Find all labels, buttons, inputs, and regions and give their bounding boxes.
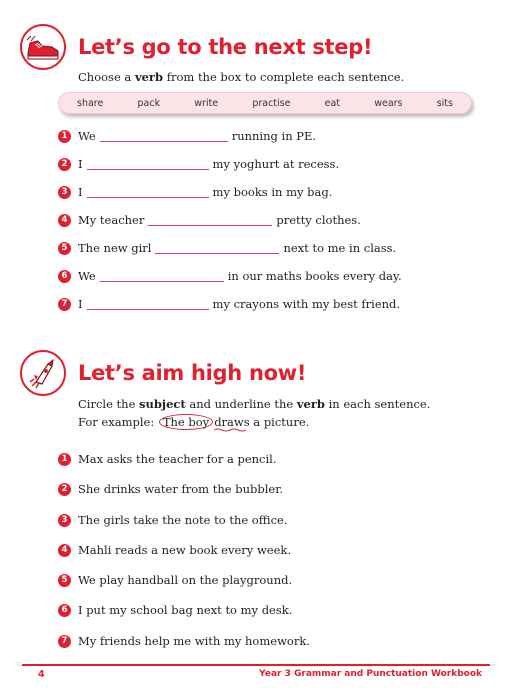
word-box-item: pack: [137, 97, 161, 109]
section2-instruction: Circle the subject and underline the verb in each sentence.: [78, 397, 431, 411]
footer-rule: [22, 664, 490, 666]
section1-instruction: Choose a verb from the box to complete each sentence.: [78, 70, 405, 84]
answer-blank[interactable]: [87, 186, 209, 198]
example-line: For example: The boy draws a picture.: [78, 415, 310, 429]
fill-sentence-2: 2 I my yoghurt at recess.: [58, 157, 339, 171]
circle-sentence-5: 5 We play handball on the playground.: [58, 573, 292, 587]
fill-sentence-7: 7 I my crayons with my best friend.: [58, 297, 400, 311]
page-number: 4: [38, 669, 45, 680]
verb-word-box: [58, 92, 472, 114]
answer-blank[interactable]: [87, 298, 209, 310]
question-number: 7: [58, 298, 71, 311]
fill-sentence-1: 1 We running in PE.: [58, 129, 316, 143]
answer-blank[interactable]: [100, 130, 228, 142]
question-number: 6: [58, 270, 71, 283]
question-number: 7: [58, 635, 71, 648]
fill-sentence-4: 4 My teacher pretty clothes.: [58, 213, 361, 227]
fill-sentence-5: 5 The new girl next to me in class.: [58, 241, 396, 255]
word-box-item: wears: [374, 97, 403, 109]
section1-title: Let’s go to the next step!: [78, 35, 373, 59]
word-box-item: eat: [324, 97, 341, 109]
question-number: 2: [58, 483, 71, 496]
question-number: 1: [58, 453, 71, 466]
underlined-verb: draws: [214, 415, 250, 429]
answer-blank[interactable]: [155, 242, 279, 254]
word-box-item: practise: [252, 97, 291, 109]
question-number: 3: [58, 514, 71, 527]
word-box-item: sits: [436, 97, 453, 109]
circle-sentence-7: 7 My friends help me with my homework.: [58, 634, 310, 648]
circle-sentence-1: 1 Max asks the teacher for a pencil.: [58, 452, 277, 466]
fill-sentence-6: 6 We in our maths books every day.: [58, 269, 402, 283]
rocket-icon: [20, 350, 66, 396]
sneaker-icon: [20, 24, 66, 70]
word-box-item: share: [77, 97, 104, 109]
circled-subject: The boy: [159, 414, 213, 430]
question-number: 1: [58, 130, 71, 143]
question-number: 5: [58, 242, 71, 255]
question-number: 2: [58, 158, 71, 171]
section2-header: [20, 350, 306, 396]
circle-sentence-2: 2 She drinks water from the bubbler.: [58, 482, 283, 496]
question-number: 6: [58, 604, 71, 617]
circle-sentence-4: 4 Mahli reads a new book every week.: [58, 543, 291, 557]
question-number: 3: [58, 186, 71, 199]
question-number: 4: [58, 544, 71, 557]
question-number: 4: [58, 214, 71, 227]
section1-header: [20, 24, 372, 70]
book-title: Year 3 Grammar and Punctuation Workbook: [259, 669, 482, 679]
fill-sentence-3: 3 I my books in my bag.: [58, 185, 332, 199]
circle-sentence-3: 3 The girls take the note to the office.: [58, 513, 287, 527]
word-box-item: write: [194, 97, 219, 109]
section2-title: Let’s aim high now!: [78, 361, 307, 385]
answer-blank[interactable]: [100, 270, 224, 282]
answer-blank[interactable]: [87, 158, 209, 170]
answer-blank[interactable]: [148, 214, 272, 226]
circle-sentence-6: 6 I put my school bag next to my desk.: [58, 603, 292, 617]
question-number: 5: [58, 574, 71, 587]
